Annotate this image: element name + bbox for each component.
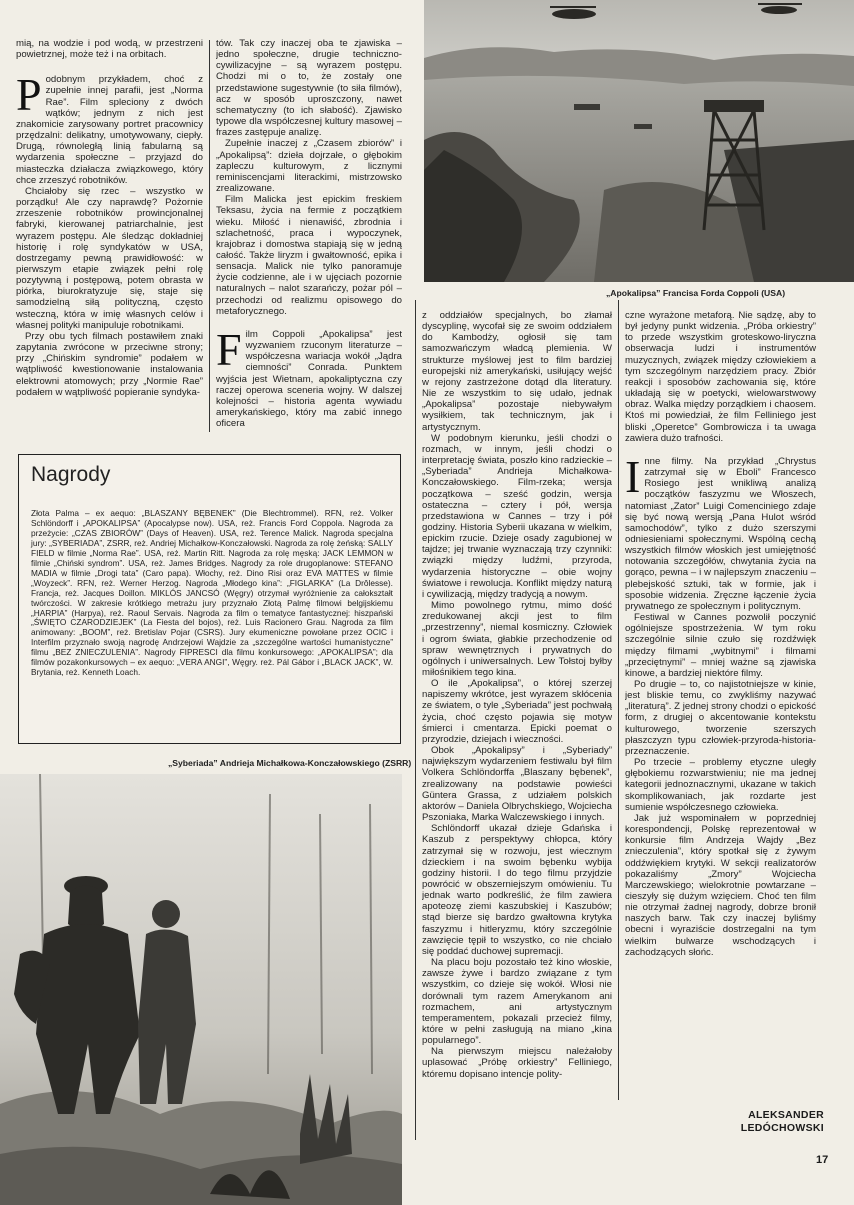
syberiada-caption: „Syberiada” Andrieja Michałkowa-Konczałowskiego (ZSRR) — [168, 758, 412, 768]
apokalipsa-photo — [424, 0, 854, 282]
article-column-3 — [422, 310, 612, 1145]
apokalipsa-caption: „Apokalipsa” Francisa Forda Coppoli (USA) — [606, 288, 786, 298]
paragraph: Na placu boju pozostało też kino włoskie, zawsze żywe i bardzo związane z tym wszystkim, co dzieje się wokół. Włosi nie dorównali tym razem Amerykanom ani rozmachem, ani artystycznym temperamentem, pokazali przecież filmy, które w pełni zasługują na miano „kina popularnego”. — [422, 957, 612, 1047]
paragraph: Mimo powolnego rytmu, mimo dość zredukowanej akcji jest to film „przestrzenny”, niemal kosmiczny. Człowiek i ogrom świata, głabkie przechodzenie od spraw wewnętrznych i prywatnych do ogólnych i uniwersalnych. Lew Tołstoj byłby miłośnikiem tego kina. — [422, 600, 612, 678]
article-column-4 — [625, 310, 816, 1100]
paragraph: Schlöndorff ukazał dzieje Gdańska i Kaszub z perspektywy chłopca, który zatrzymał się w rozwoju, jest wiecznym dzieckiem i na swoim bębenku wybija godziny historii. I do tego filmu przyjdzie powrócić w obszerniejszym omówieniu. Tu jednak warto podkreślić, że film zawiera apoteozę ziemi kaszubskiej i Kaszubów; stąd bierze się bardzo gwałtowna krytyka faszyzmu i hitleryzmu, który szczególnie zawzięcie tępił to wszystko, co nie chciało się poddać duchowej supremacji. — [422, 823, 612, 957]
paragraph: Zupełnie inaczej z „Czasem zbiorów” i „Apokalipsą”: dzieła dojrzałe, o głębokim zapleczu kulturowym, z licznymi reminiscencjami literackimi, mistrzowsko zrealizowane. — [216, 138, 402, 195]
drop-cap: I — [625, 450, 641, 502]
column-divider — [618, 300, 619, 1100]
paragraph: Na pierwszym miejscu należałoby uplasować „Próbę orkiestry” Felliniego, któremu dopisano intencje polity- — [422, 1046, 612, 1080]
drop-cap: F — [216, 323, 242, 375]
paragraph-text: odobnym przykładem, choć z zupełnie innej parafii, jest „Norma Rae”. Film spleciony z dwóch wątków; jednym z nich jest znakomicie zarysowany portret pracownicy przędzalni: delikatny, umotywowany, ciepły. Drugą, równoległą linią fabularną są wydarzenia społeczne – przyjazd do miasteczka działacza związkowego, który chce zrzeszyć robotników. — [16, 74, 203, 186]
paragraph: Po trzecie – problemy etyczne uległy głębokiemu rozwarstwieniu; nie ma jednej kategorii jednoznacznymi, ukazane w takich skomplikowaniach, jak rozdarte jest sumienie współczesnego człowieka. — [625, 757, 816, 813]
paragraph — [16, 69, 203, 186]
paragraph: Po drugie – to, co najistotniejsze w kinie, jest bliskie temu, co zwykliśmy nazywać „literaturą”. Z jednej strony chodzi o epickość form, z drugiej o akcentowanie kontekstu kulturowego, tworzenie szerszych płaszczyzn typu człowiek-przyroda-historia-przeznaczenie. — [625, 679, 816, 757]
awards-title: Nagrody — [31, 463, 111, 486]
paragraph: W podobnym kierunku, jeśli chodzi o rozmach, w innym, jeśli chodzi o interpretację świata, poszło kino radzieckie – „Syberiada” Andrieja Michałkowa-Konczałowskiego. Film-rzeka; wersja początkowa – sześć godzin, wersja ostateczna – cztery i pół, wersja przedstawiona w Cannes – trzy i pół godziny. Historia Syberii ukazana w wielkim, epickim rzucie. Dzieje osady zagubionej w tajdze; jej trwanie wyznaczają trzy czynniki: związki między ludźmi, przyroda, wydarzenia historyczne – obie wojny światowe i rewolucja. Konflikt między naturą i cywilizacją, między tradycją a nowym. — [422, 432, 612, 600]
syberiada-photo — [0, 774, 402, 1205]
author-last-name: LEDÓCHOWSKI — [740, 1122, 824, 1134]
awards-list — [31, 509, 393, 678]
paragraph: Jak już wspominałem w poprzedniej korespondencji, Polskę reprezentował w konkursie film Andrzeja Wajdy „Bez znieczulenia”, który spotkał się z żywym oddźwiękiem krytyki. W sekcji realizatorów pokazaliśmy „Zmory” Wojciecha Marczewskiego; wielokrotnie powtarzane – cieszyły się dużym wzięciem. Choć ten film nie otrzymał żadnej nagrody, dobrze bronił naszych barw. Tak czy inaczej byliśmy obecni i wyraziście dostrzegalni na tym wielkim bulwarze wschodzących i zachodzących słońc. — [625, 812, 816, 958]
column-divider — [415, 300, 416, 1140]
paragraph — [216, 323, 402, 430]
paragraph: z oddziałów specjalnych, bo złamał dyscyplinę, wycofał się ze swoim oddziałem do Kambodży, ogłosił się tam samozwańczym władcą plemienia. W strukturze myślowej jest to film bardziej europejski niż amerykański, usiłujący wejść w rejony zastrzeżone dotąd dla literatury. Nie ze wszystkim to się udało, jednak „Apokalipsa” pozostaje niebywałym wysiłkiem, tak technicznym, jak i artystycznym. — [422, 310, 612, 433]
drop-cap: P — [16, 69, 42, 121]
paragraph: Chciałoby się rzec – wszystko w porządku! Ale czy naprawdę? Pożornie zrzeszenie robotników prowincjonalnej fabryki, kierowanej patriarchalnie, jest wyrazem postępu. Ale śledząc dokładniej historię i rolę syndykatów w USA, dostrzegamy pewną prawidłowość: w pierwszym etapie związek pełni rolę pozytywną i postępową, potem obrasta w piórka, biurokratyzuje się, staje się samodzielną siłą polityczną, często wsteczną, która w imię własnych celów i własnej polityki manipuluje robotnikami. — [16, 185, 203, 331]
author-first-name: ALEKSANDER — [748, 1109, 824, 1121]
paragraph: tów. Tak czy inaczej oba te zjawiska – jedno społeczne, drugie techniczno-cywilizacyjne – są wyrazem postępu. Chodzi mi o to, że zostały one przedstawione sugestywnie (to siła filmów), acz w sposób uproszczony, nawet schematyczny (to ich słabość). Zjawisko typowe dla współczesnej kultury masowej – frazes zastępuje analizę. — [216, 38, 402, 139]
paragraph-text: ilm Coppoli „Apokalipsa” jest wyzwaniem rzuconym literaturze – współczesna wariacja wokół „Jądra ciemności” Conrada. Punktem wyjścia jest Wietnam, apokaliptyczna czy raczej operowa sceneria wojny. W dalszej kolejności – historia agenta wywiadu amerykańskiego, który ma zabić innego oficera — [216, 328, 402, 430]
article-column-1 — [16, 38, 203, 434]
article-column-2 — [216, 38, 402, 438]
paragraph: mią, na wodzie i pod wodą, w przestrzeni powietrznej, może też i na orbitach. — [16, 38, 203, 61]
apokalipsa-scene-illustration — [424, 0, 854, 282]
paragraph: Przy obu tych filmach postawiłem znaki zapytania zwrócone w przeciwne strony; przy „Chińskim syndromie” podałem w wątpliwość kwestionowanie instalowania elektrowni atomowych; przy „Normie Rae” podałem w wątpliwość popieranie syndyka- — [16, 330, 203, 398]
column-divider — [209, 40, 210, 432]
paragraph: Film Malicka jest epickim freskiem Teksasu, życia na fermie z początkiem wieku. Miłość i nienawiść, zbrodnia i szlachetność, praca i wypoczynek, krajobraz i domostwa stapiają się w jedną całość. Także liryzm i gwałtowność, epika i sensacja. Malick nie tylko panoramuje życie codzienne, ale i w ujęciach pozornie naturalnych – nalot szarańczy, pożar pól – przechodzi od realizmu opisowego do metaforycznego. — [216, 194, 402, 317]
paragraph: Obok „Apokalipsy” i „Syberiady” największym wydarzeniem festiwalu był film Volkera Schlöndorffa „Blaszany bębenek”, zrealizowany na podstawie powieści Güntera Grassa, z udziałem polskich aktorów – Daniela Olbrychskiego, Wojciecha Pszoniaka, Marka Walczewskiego i innych. — [422, 745, 612, 824]
paragraph: O ile „Apokalipsa”, o której szerzej napiszemy wkrótce, jest wyrazem skłócenia ze światem, o tyle „Syberiada” jest pochwałą życia, choć często pojawia się motyw śmierci i cmentarza. Epicki poemat o przyrodzie, dziejach i wieczności. — [422, 678, 612, 745]
syberiada-scene-illustration — [0, 774, 402, 1205]
page-number: 17 — [816, 1154, 829, 1166]
paragraph-text: nne filmy. Na przykład „Chrystus zatrzymał się w Eboli” Francesco Rosiego jest wnikliwą analizą początków faszyzmu we Włoszech, natomiast „Zator” Luigi Comenciniego zdaje się być nową wersją „Pana Hulot wśród samochodów”, tylko z dużo szerszymi odniesieniami społecznymi. Wspólną cechą wszystkich filmów włoskich jest umiejętność notowania szczegółów, chwytania życia na gorąco, pewna – i w najlepszym znaczeniu – plebejskość sztuki, tak w formie, jak i sposobie widzenia. Zręczne łączenie życia prywatnego ze społecznym i politycznym. — [625, 455, 816, 612]
awards-text: Złota Palma – ex aequo: „BLASZANY BĘBENEK” (Die Blechtrommel). RFN, reż. Volker Schlöndorff i „APOKALIPSA” (Apocalypse now). USA, reż. Francis Ford Coppola. Nagroda za przeżycie: „CZAS ZBIORÓW” (Days of Heaven). USA, reż. Terence Malick. Nagroda specjalna jury: „SYBERIADA”, ZSRR, reż. Andriej Michałkow-Konczałowski. Nagroda za rolę żeńską: SALLY FIELD w filmie „Norma Rae”. USA, reż. Martin Ritt. Nagroda za rolę męską: JACK LEMMON w filmie „Chiński syndrom”. USA, reż. James Bridges. Nagrody za role drugoplanowe: STEFANO MADIA w filmie „Drogi tata” (Caro papa). Włochy, reż. Dino Risi oraz EVA MATTES w filmie „Woyzeck”. RFN, reż. Werner Herzog. Nagroda „Młodego kina”: „FIGLARKA” (La Drôlesse). Francja, reż. Jacques Doillon. MIKLÓS JANCSÓ (Węgry) otrzymał wyróżnienie za całokształt twórczości. W zakresie krótkiego metrażu jury przyznało Złotą Palmę filmowi belgijskiemu „HARPIA” (Harpya), reż. Raoul Servais. Nagroda za film o tematyce fantastycznej: hiszpański „ŚWIĘTO CZARODZIEJEK” (La Fiesta del bojos), reż. Luis Racionero Grau. Nagroda za film animowany: „BOOM”, reż. Bretislav Pojar (CSRS). Jury ekumeniczne powołane przez OCIC i Interfilm przyznało swoją nagrodę Andrzejowi Wajdzie za „szczególne wartości humanistyczne” filmu „BEZ ZNIECZULENIA”. Nagrody FIPRESCI dla filmu konkursowego: „APOKALIPSA”; dla filmów pozakonkursowych – ex aequo: „VERA ANGI”, Węgry. reż. Pál Gábor i „BLACK JACK”, W. Brytania, reż. Kenneth Loach. — [31, 508, 393, 678]
paragraph — [625, 450, 816, 612]
awards-box — [18, 454, 401, 744]
paragraph: czne wyrażone metaforą. Nie sądzę, aby to był jedyny punkt widzenia. „Próba orkiestry” to przede wszystkim groteskowo-liryczna obserwacja ludzi i instrumentów muzycznych, związek między człowiekiem a tym szczególnym narzędziem pracy. Zbiór reakcji i sposobów zachowania się, które układają się w poetycki, wielowarstwowy obraz. Walka między porządkiem i chaosem. Ktoś mi powiedział, że film Felliniego jest bliski „Operetce” Gombrowicza i ta uwaga zawiera dużo trafności. — [625, 310, 816, 444]
paragraph: Festiwal w Cannes pozwolił poczynić ogólniejsze spostrzeżenia. W tym roku szczególnie silnie czuło się rozdźwięk między filmami „wybitnymi” i filmami „przeciętnymi” – mniej ważne są zjawiska kinowe, a bardziej niektóre filmy. — [625, 612, 816, 679]
author-signature — [712, 1109, 824, 1135]
